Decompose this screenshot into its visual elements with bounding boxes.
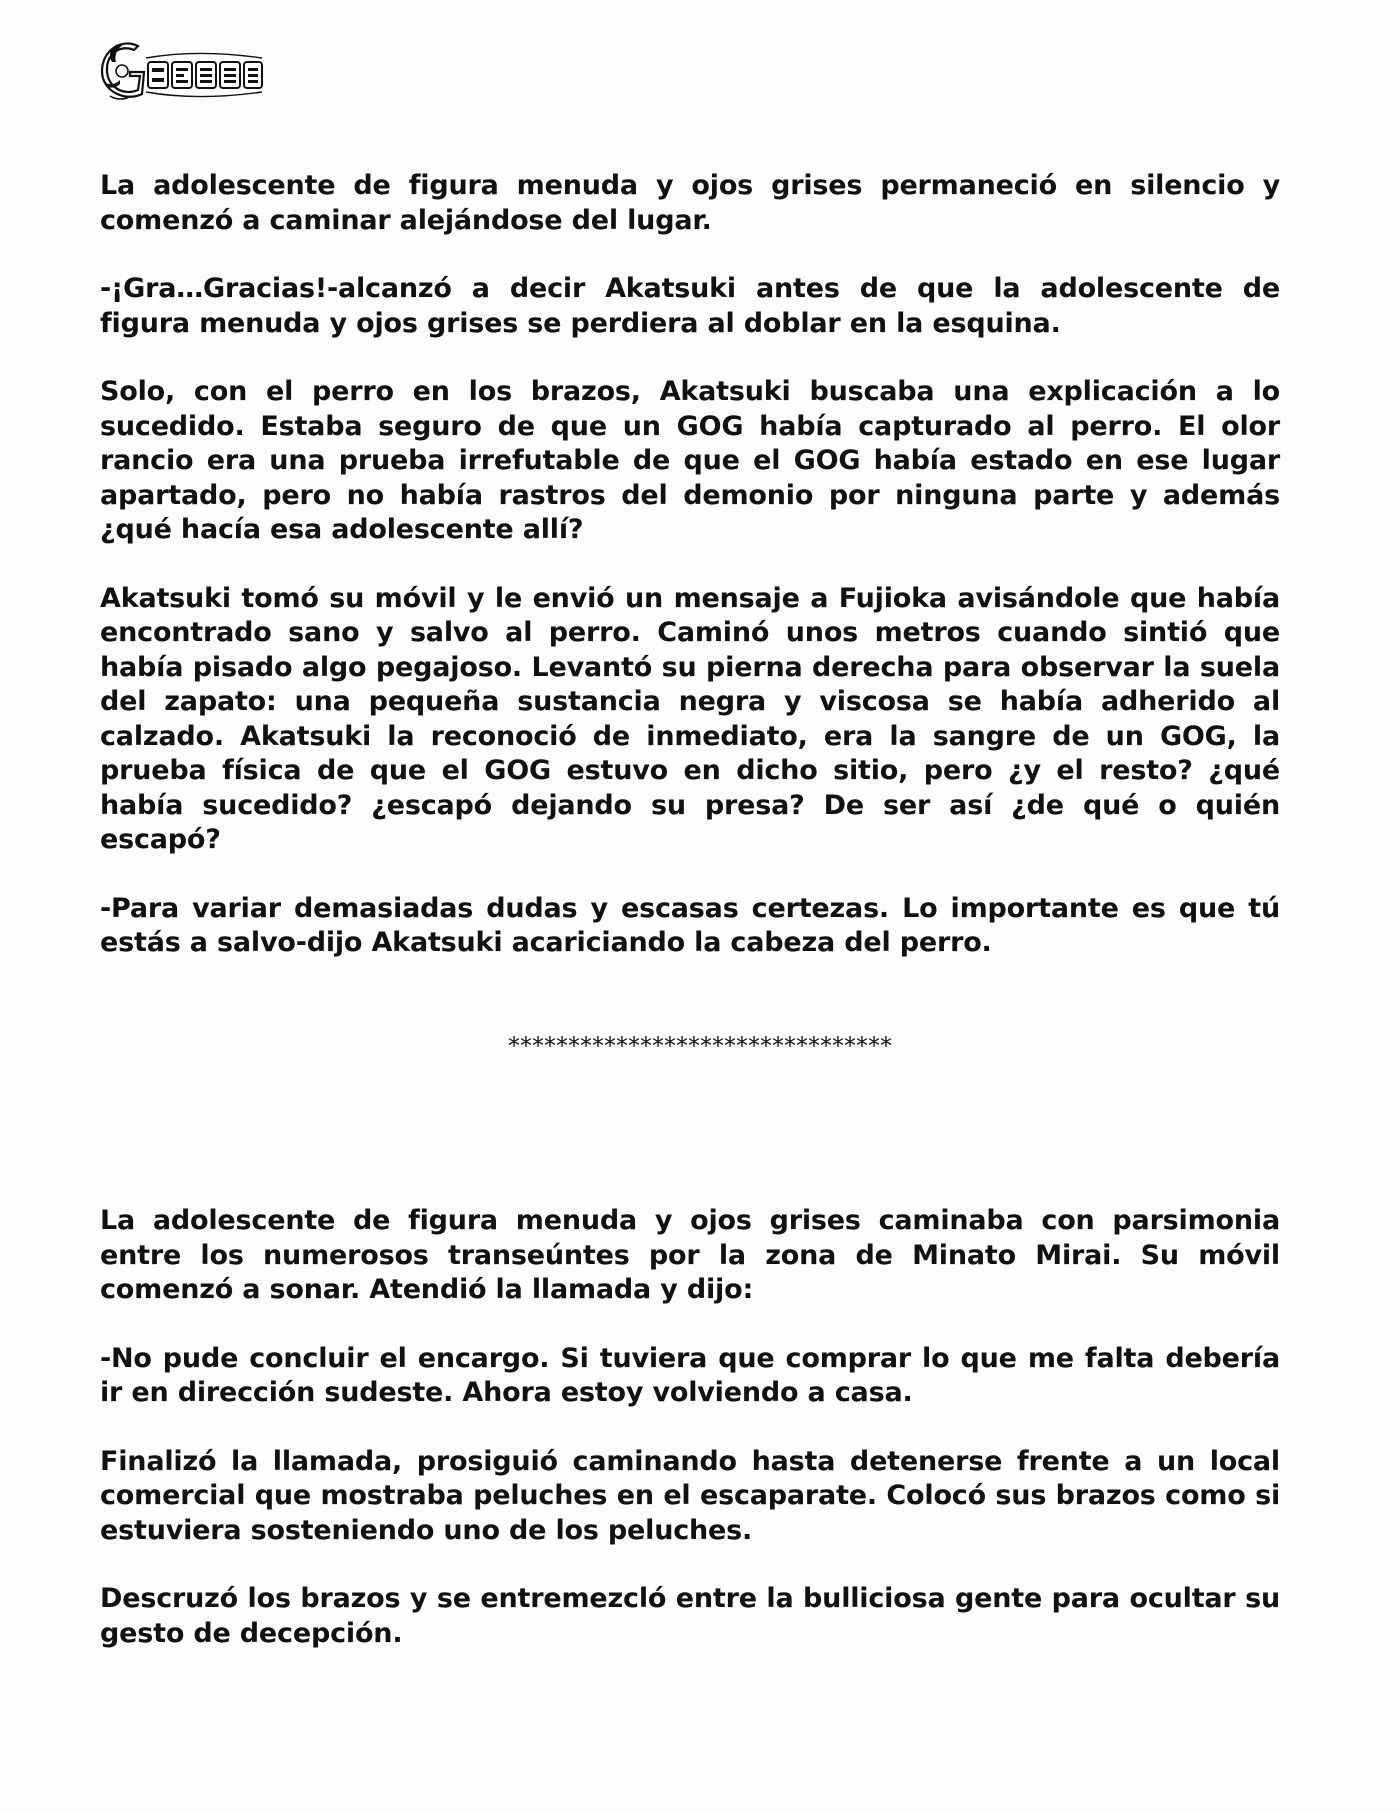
story-section-1: [100, 169, 1280, 995]
scene-separator: ********************************: [508, 1032, 892, 1060]
paragraph: Akatsuki tomó su móvil y le envió un mensaje a Fujioka avisándole que había encontrado sano y salvo al perro. Caminó unos metros cuando sintió que había pisado algo pegajoso. Levantó su pierna derecha para observar la suela del zapato: una pequeña sustancia negra y viscosa se había adherido al calzado. Akatsuki la reconoció de inmediato, era la sangre de un GOG, la prueba física de que el GOG estuvo en dicho sitio, pero ¿y el resto? ¿qué había sucedido? ¿escapó dejando su presa? De ser así ¿de qué o quién escapó?: [100, 582, 1280, 855]
paragraph: Solo, con el perro en los brazos, Akatsuki buscaba una explicación a lo sucedido. Estaba seguro de que un GOG había capturado al perro. El olor rancio era una prueba irrefutable de que el GOG había estado en ese lugar apartado, pero no había rastros del demonio por ninguna parte y además ¿qué hacía esa adolescente allí?: [100, 376, 1280, 545]
paragraph: -¡Gra…Gracias!-alcanzó a decir Akatsuki antes de que la adolescente de figura menuda y ojos grises se perdiera al doblar en la esquina.: [100, 273, 1280, 339]
paragraph: Finalizó la llamada, prosiguió caminando hasta detenerse frente a un local comercial que mostraba peluches en el escaparate. Colocó sus brazos como si estuviera sosteniendo uno de los peluches.: [100, 1445, 1280, 1546]
gaesos-logo: [100, 38, 265, 102]
paragraph: Descruzó los brazos y se entremezcló entre la bulliciosa gente para ocultar su gesto de decepción.: [100, 1583, 1280, 1649]
story-section-2: [100, 1204, 1280, 1685]
paragraph: La adolescente de figura menuda y ojos grises permaneció en silencio y comenzó a caminar alejándose del lugar.: [100, 170, 1280, 236]
paragraph: La adolescente de figura menuda y ojos grises caminaba con parsimonia entre los numerosos transeúntes por la zona de Minato Mirai. Su móvil comenzó a sonar. Atendió la llamada y dijo:: [100, 1205, 1280, 1305]
paragraph: -Para variar demasiadas dudas y escasas certezas. Lo importante es que tú estás a salvo-dijo Akatsuki acariciando la cabeza del perro.: [100, 892, 1280, 958]
paragraph: -No pude concluir el encargo. Si tuviera que comprar lo que me falta debería ir en dirección sudeste. Ahora estoy volviendo a casa.: [100, 1342, 1280, 1408]
